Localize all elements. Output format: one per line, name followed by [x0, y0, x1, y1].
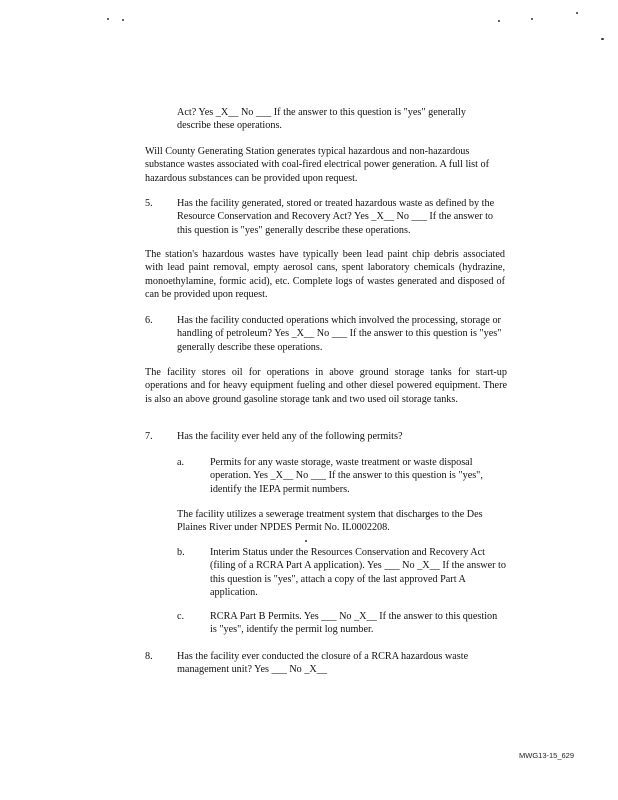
scan-speck	[601, 38, 604, 40]
q7a-text: Permits for any waste storage, waste treatment or waste disposal operation. Yes _X__ No ___ If the answer to this question is "yes", identify the IEPA permit numbers.	[210, 457, 483, 495]
q6-text: Has the facility conducted operations which involved the processing, storage or handling of petroleum? Yes _X__ No ___ If the answer to this question is "yes" generally describe these operations.	[177, 315, 502, 353]
q8-number: 8.	[145, 651, 153, 662]
scan-speck	[305, 540, 307, 542]
q8-text: Has the facility ever conducted the closure of a RCRA hazardous waste management unit? Yes ___ No _X__	[177, 651, 469, 676]
q5-number: 5.	[145, 198, 153, 209]
q4-tail-line2: describe these operations.	[177, 120, 282, 131]
scan-speck	[498, 20, 500, 22]
q6-number: 6.	[145, 315, 153, 326]
q7c-text: RCRA Part B Permits. Yes ___ No _X__ If the answer to this question is "yes", identify the permit log number.	[210, 611, 498, 636]
q7-number: 7.	[145, 431, 153, 442]
answer-4: Will County Generating Station generates typical hazardous and non-hazardous substance wastes associated with coal-fired electrical power generation. A full list of hazardous substances can be provided upon request.	[145, 146, 489, 184]
q5-text: Has the facility generated, stored or treated hazardous waste as defined by the Resource Conservation and Recovery Act? Yes _X__ No ___ If the answer to this question is "yes" generally describe these operations.	[177, 198, 495, 236]
q7b-label: b.	[177, 547, 185, 558]
scan-speck	[531, 18, 533, 20]
q7-text: Has the facility ever held any of the following permits?	[177, 431, 403, 442]
scan-speck	[107, 18, 109, 20]
q7a-answer: The facility utilizes a sewerage treatment system that discharges to the Des Plaines River under NPDES Permit No. IL0002208.	[177, 509, 483, 534]
q7a-label: a.	[177, 457, 185, 468]
q4-tail-line1: Act? Yes _X__ No ___ If the answer to this question is "yes" generally	[177, 107, 466, 118]
bates-number: MWG13-15_629	[519, 751, 575, 760]
q7c-label: c.	[177, 611, 185, 622]
scan-speck	[576, 12, 578, 14]
q7b-text: Interim Status under the Resources Conservation and Recovery Act (filing of a RCRA Part A application). Yes ___ No _X__ If the answer to this question is "yes", attach a copy of the last approved Part A application.	[210, 547, 506, 599]
scan-speck	[122, 19, 124, 21]
answer-5: The station's hazardous wastes have typically been lead paint chip debris associated with lead paint removal, empty aerosol cans, spent laboratory chemicals (hydrazine, monoethylamine, formic acid), etc. Complete logs of wastes generated and disposed of can be provided upon request.	[145, 249, 505, 301]
answer-6: The facility stores oil for operations in above ground storage tanks for start-up operations and for heavy equipment fueling and other diesel powered equipment. There is also an above ground gasoline storage tank and two used oil storage tanks.	[145, 367, 507, 405]
